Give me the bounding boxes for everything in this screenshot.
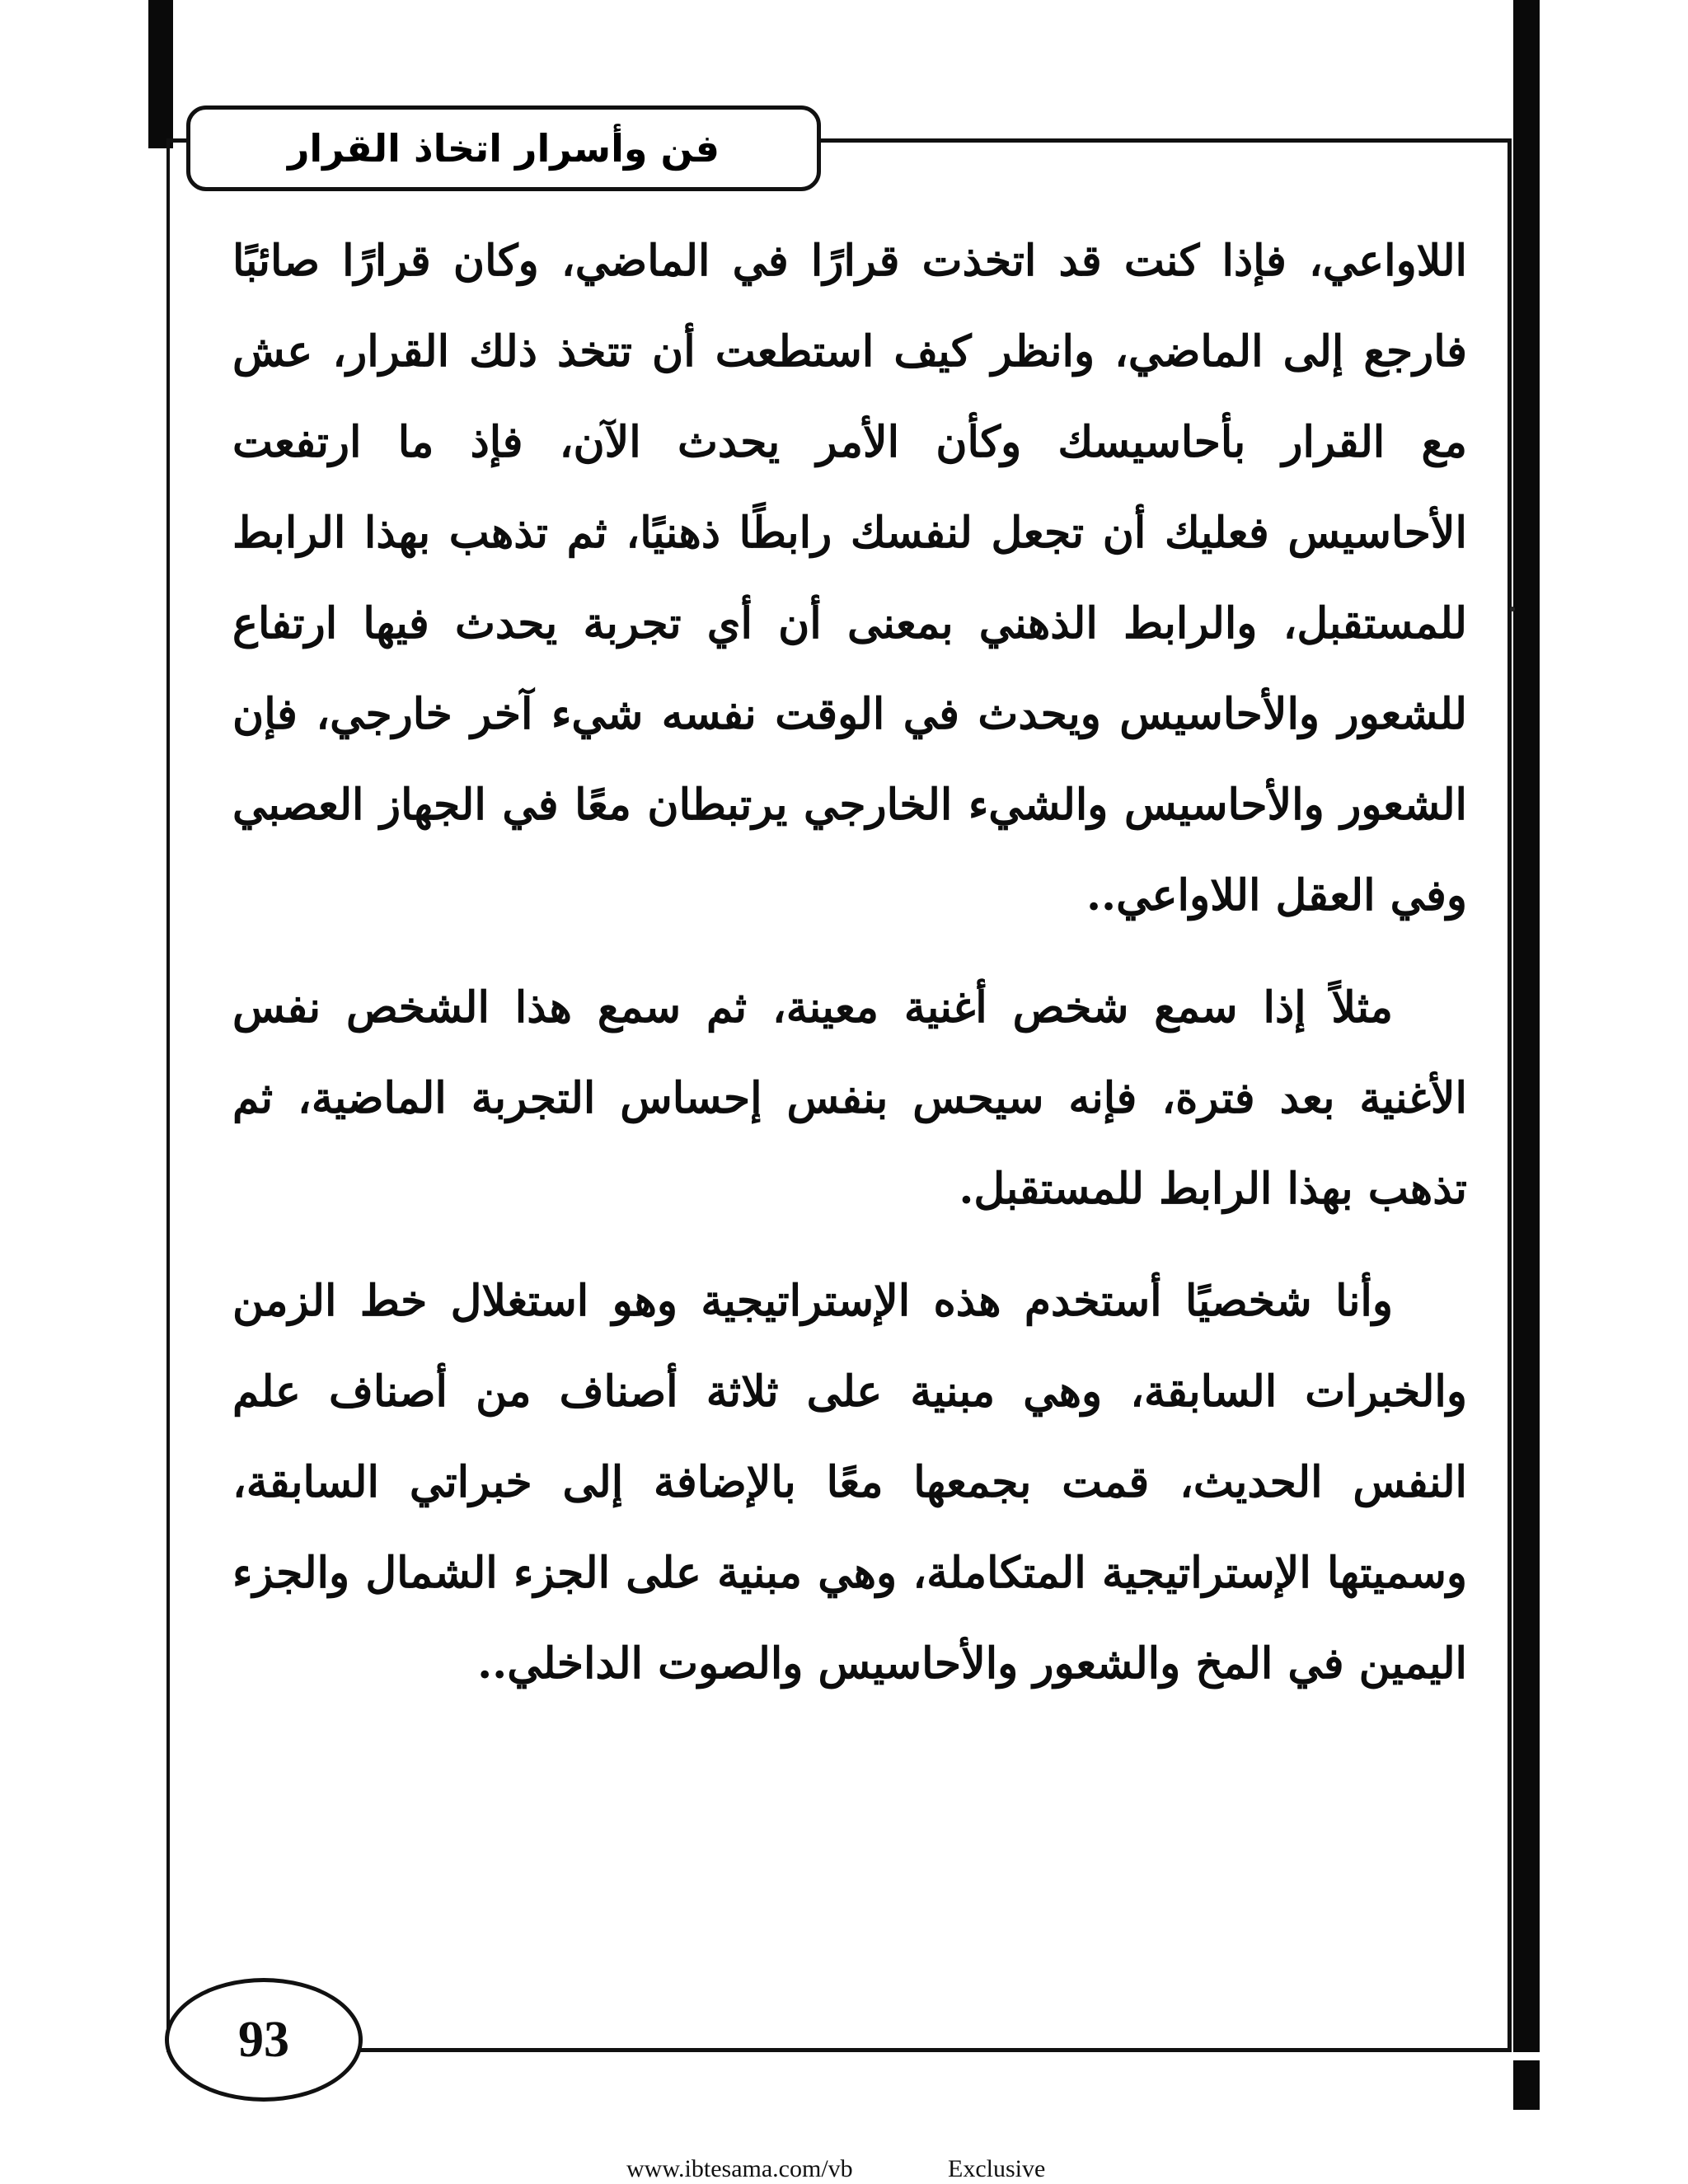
scan-edge-right [1513,0,1540,2052]
book-title: فن وأسرار اتخاذ القرار [287,126,720,171]
paragraph-2: مثلاً إذا سمع شخص أغنية معينة، ثم سمع هذا الشخص نفس الأغنية بعد فترة، فإنه سيحس بنفس إحساس التجربة الماضية، ثم تذهب بهذا الرابط للمستقبل. [232,982,1467,1214]
footer-tag: Exclusive [948,2155,1046,2182]
paragraph-3: وأنا شخصيًا أستخدم هذه الإستراتيجية وهو استغلال خط الزمن والخبرات السابقة، وهي مبنية على ثلاثة أصناف من أصناف علم النفس الحديث، قمت بجمعها معًا بالإضافة إلى خبراتي السابقة، وسميتها الإستراتيجية المتكاملة، وهي مبنية على الجزء الشمال والجزء اليمين في المخ والشعور والأحاسيس والصوت الداخلي.. [232,1276,1467,1689]
running-header [186,105,821,191]
paragraph-1: اللاواعي، فإذا كنت قد اتخذت قرارًا في الماضي، وكان قرارًا صائبًا فارجع إلى الماضي، وانظر كيف استطعت أن تتخذ ذلك القرار، عش مع القرار بأحاسيسك وكأن الأمر يحدث الآن، فإذ ما ارتفعت الأحاسيس فعليك أن تجعل لنفسك رابطًا ذهنيًا، ثم تذهب بهذا الرابط للمستقبل، والرابط الذهني بمعنى أن أي تجربة يحدث فيها ارتفاع للشعور والأحاسيس ويحدث في الوقت نفسه شيء آخر خارجي، فإن الشعور والأحاسيس والشيء الخارجي يرتبطان معًا في الجهاز العصبي وفي العقل اللاواعي.. [232,236,1468,921]
footer-url: www.ibtesama.com/vb [626,2155,853,2182]
page-body [232,216,1467,1731]
page-number-oval [165,1978,363,2102]
page-number: 93 [238,2011,289,2068]
scan-speck [1510,607,1515,612]
scan-edge-right-bottom [1513,2060,1540,2110]
scan-edge-left-top [148,0,173,148]
